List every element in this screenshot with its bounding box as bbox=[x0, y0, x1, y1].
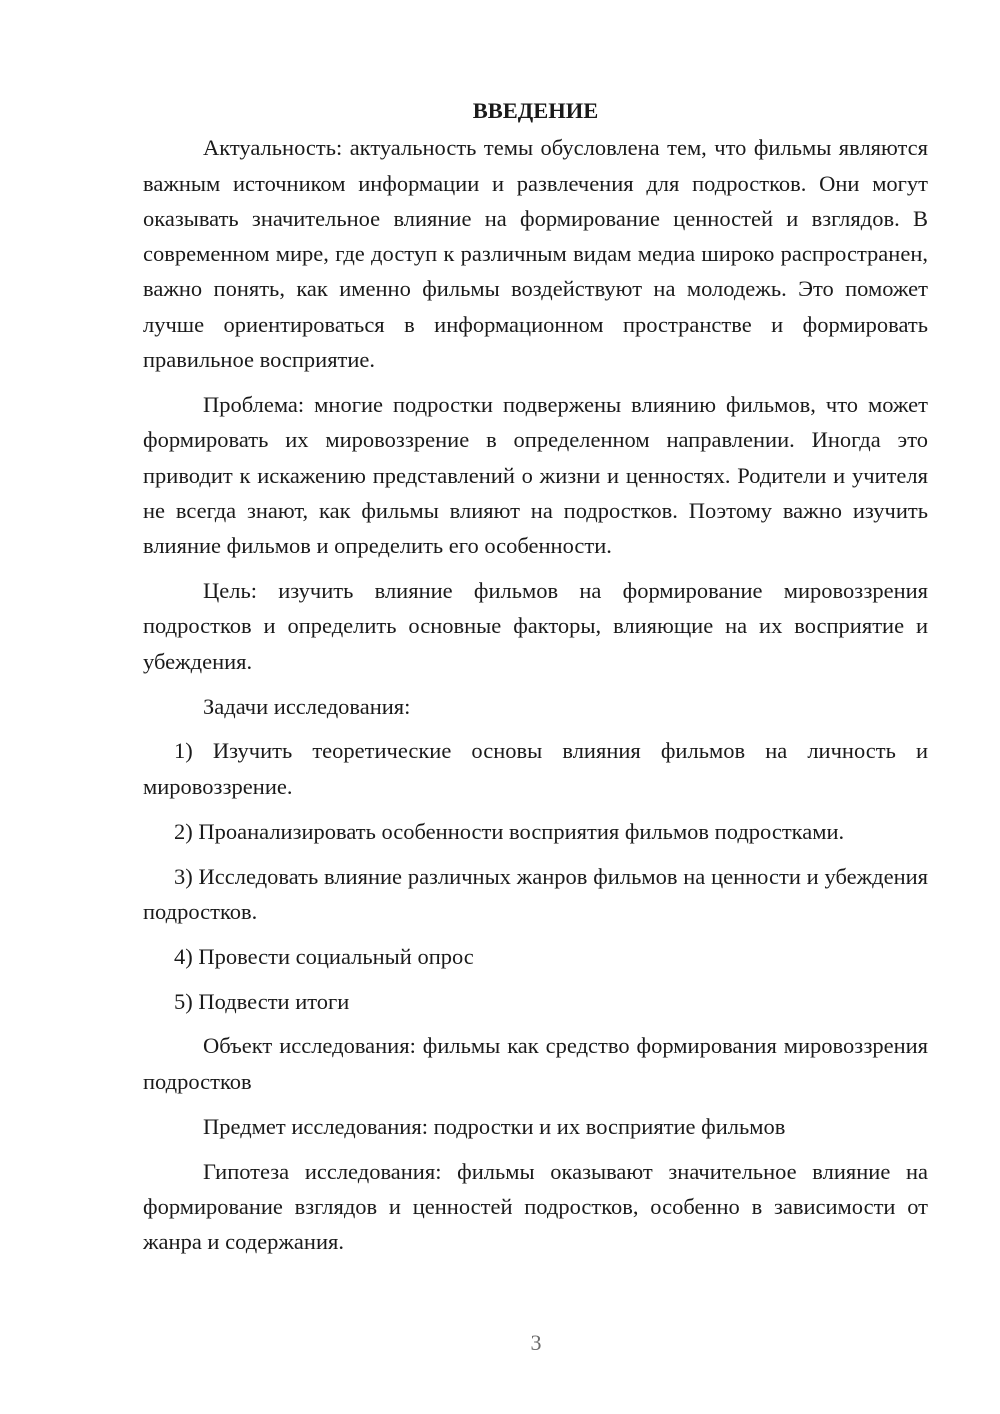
paragraph-relevance: Актуальность: актуальность темы обусловлена тем, что фильмы являются важным источником информации и развлечения для подростков. Они могут оказывать значительное влияние на формирование ценностей и взглядов. В современном мире, где доступ к различным видам медиа широко распространен, важно понять, как именно фильмы воздействуют на молодежь. Это поможет лучше ориентироваться в информационном пространстве и формировать правильное восприятие. bbox=[143, 135, 928, 373]
paragraph-object: Объект исследования: фильмы как средство формирования мировоззрения подростков bbox=[143, 1033, 928, 1094]
paragraph-goal: Цель: изучить влияние фильмов на формирование мировоззрения подростков и определить основные факторы, влияющие на их восприятие и убеждения. bbox=[143, 578, 928, 674]
paragraph-subject: Предмет исследования: подростки и их восприятие фильмов bbox=[203, 1113, 786, 1139]
section-title: ВВЕДЕНИЕ bbox=[472, 98, 599, 123]
task-item-2: 2) Проанализировать особенности восприятия фильмов подростками. bbox=[174, 818, 845, 844]
document-page bbox=[143, 93, 928, 1269]
paragraph-problem: Проблема: многие подростки подвержены влиянию фильмов, что может формировать их мировоззрение в определенном направлении. Иногда это приводит к искажению представлений о жизни и ценностях. Родители и учителя не всегда знают, как фильмы влияют на подростков. Поэтому важно изучить влияние фильмов и определить его особенности. bbox=[143, 391, 928, 559]
task-item-4: 4) Провести социальный опрос bbox=[174, 943, 474, 969]
paragraph-hypothesis: Гипотеза исследования: фильмы оказывают значительное влияние на формирование взглядов и ценностей подростков, особенно в зависимости от жанра и содержания. bbox=[143, 1158, 928, 1255]
tasks-heading: Задачи исследования: bbox=[203, 693, 411, 719]
page-number: 3 bbox=[530, 1330, 542, 1355]
task-item-1: 1) Изучить теоретические основы влияния фильмов на личность и мировоззрение. bbox=[143, 738, 928, 799]
task-item-3: 3) Исследовать влияние различных жанров фильмов на ценности и убеждения подростков. bbox=[143, 863, 928, 924]
task-item-5: 5) Подвести итоги bbox=[174, 988, 350, 1014]
